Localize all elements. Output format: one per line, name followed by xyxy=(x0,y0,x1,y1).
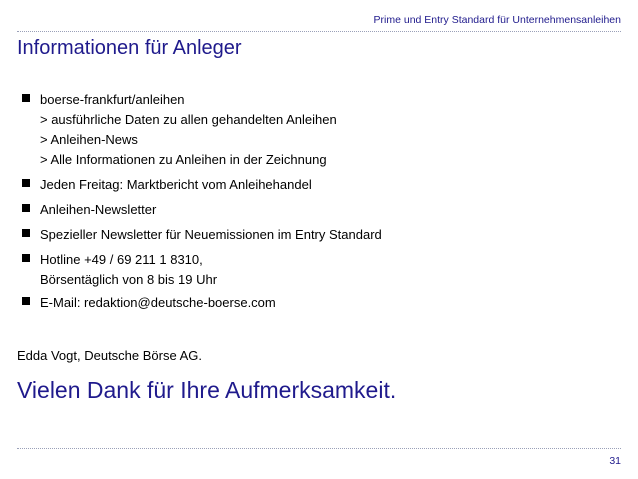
bullet-item-market-report xyxy=(22,175,382,195)
bullet-subline: > Anleihen-News xyxy=(40,132,138,147)
top-divider xyxy=(17,31,621,32)
bullet-square-icon xyxy=(22,297,30,305)
header-note: Prime und Entry Standard für Unternehmensanleihen xyxy=(373,14,621,26)
bullet-line: Spezieller Newsletter für Neuemissionen im Entry Standard xyxy=(40,227,382,242)
bullet-subline: > ausführliche Daten zu allen gehandelten Anleihen xyxy=(40,112,337,127)
bullet-square-icon xyxy=(22,204,30,212)
bullet-item-newsletter xyxy=(22,200,382,220)
bullet-item-website xyxy=(22,90,382,170)
thanks-message: Vielen Dank für Ihre Aufmerksamkeit. xyxy=(17,377,397,403)
slide-title: Informationen für Anleger xyxy=(17,37,242,59)
bullet-subline: Börsentäglich von 8 bis 19 Uhr xyxy=(40,272,218,287)
bullet-line: Anleihen-Newsletter xyxy=(40,202,157,217)
bullet-item-hotline xyxy=(22,250,382,290)
bullet-line: Jeden Freitag: Marktbericht vom Anleihehandel xyxy=(40,177,312,192)
bottom-divider xyxy=(17,448,621,449)
bullet-line: E-Mail: redaktion@deutsche-boerse.com xyxy=(40,295,276,310)
bullet-item-special-newsletter xyxy=(22,225,382,245)
bullet-line: Hotline +49 / 69 211 1 8310, xyxy=(40,252,203,267)
bullet-square-icon xyxy=(22,179,30,187)
bullet-square-icon xyxy=(22,229,30,237)
bullet-list xyxy=(22,90,382,313)
bullet-item-email xyxy=(22,293,382,313)
bullet-subline: > Alle Informationen zu Anleihen in der Zeichnung xyxy=(40,152,327,167)
closing-name: Edda Vogt, Deutsche Börse AG. xyxy=(17,348,203,363)
page-number: 31 xyxy=(609,455,621,467)
bullet-square-icon xyxy=(22,94,30,102)
bullet-line-url: boerse-frankfurt/anleihen xyxy=(40,92,185,107)
bullet-square-icon xyxy=(22,254,30,262)
